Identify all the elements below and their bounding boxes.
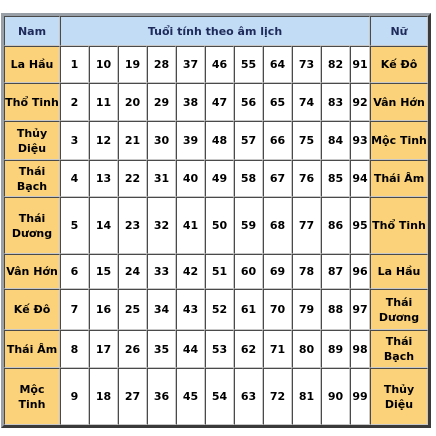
- age-cell: 38: [176, 83, 205, 121]
- header-row: [4, 16, 428, 46]
- age-cell: 43: [176, 289, 205, 330]
- age-cell: 48: [205, 121, 234, 160]
- female-star-cell: Mộc Tinh: [370, 121, 428, 160]
- age-cell: 68: [263, 197, 292, 254]
- age-cell: 20: [118, 83, 147, 121]
- age-cell: 50: [205, 197, 234, 254]
- male-star-cell: Thái Bạch: [4, 160, 60, 197]
- age-cell: 96: [350, 254, 370, 289]
- age-cell: 70: [263, 289, 292, 330]
- female-star-cell: La Hầu: [370, 254, 428, 289]
- age-cell: 23: [118, 197, 147, 254]
- age-cell: 17: [89, 330, 118, 368]
- age-cell: 51: [205, 254, 234, 289]
- age-cell: 99: [350, 368, 370, 425]
- age-cell: 92: [350, 83, 370, 121]
- table-row: [4, 254, 428, 289]
- age-cell: 74: [292, 83, 321, 121]
- male-star-cell: Thổ Tinh: [4, 83, 60, 121]
- age-cell: 34: [147, 289, 176, 330]
- table-row: [4, 197, 428, 254]
- age-cell: 90: [321, 368, 350, 425]
- age-cell: 91: [350, 46, 370, 83]
- age-cell: 95: [350, 197, 370, 254]
- age-cell: 27: [118, 368, 147, 425]
- age-cell: 73: [292, 46, 321, 83]
- table-row: [4, 83, 428, 121]
- header-nam: Nam: [4, 16, 60, 46]
- age-cell: 56: [234, 83, 263, 121]
- age-cell: 1: [60, 46, 89, 83]
- age-cell: 78: [292, 254, 321, 289]
- age-cell: 45: [176, 368, 205, 425]
- age-cell: 98: [350, 330, 370, 368]
- age-cell: 66: [263, 121, 292, 160]
- age-cell: 58: [234, 160, 263, 197]
- age-cell: 72: [263, 368, 292, 425]
- table-row: [4, 46, 428, 83]
- age-cell: 97: [350, 289, 370, 330]
- age-cell: 85: [321, 160, 350, 197]
- table-row: [4, 368, 428, 425]
- age-cell: 32: [147, 197, 176, 254]
- age-cell: 11: [89, 83, 118, 121]
- female-star-cell: Thái Bạch: [370, 330, 428, 368]
- age-cell: 8: [60, 330, 89, 368]
- age-cell: 39: [176, 121, 205, 160]
- age-cell: 37: [176, 46, 205, 83]
- age-cell: 9: [60, 368, 89, 425]
- age-cell: 19: [118, 46, 147, 83]
- age-cell: 36: [147, 368, 176, 425]
- age-cell: 44: [176, 330, 205, 368]
- age-cell: 76: [292, 160, 321, 197]
- age-cell: 40: [176, 160, 205, 197]
- age-cell: 71: [263, 330, 292, 368]
- table-container: [1, 13, 431, 428]
- age-cell: 29: [147, 83, 176, 121]
- age-cell: 94: [350, 160, 370, 197]
- age-cell: 46: [205, 46, 234, 83]
- header-nu: Nữ: [370, 16, 428, 46]
- age-cell: 83: [321, 83, 350, 121]
- age-cell: 87: [321, 254, 350, 289]
- age-cell: 5: [60, 197, 89, 254]
- male-star-cell: Thái Âm: [4, 330, 60, 368]
- age-cell: 89: [321, 330, 350, 368]
- age-cell: 14: [89, 197, 118, 254]
- age-cell: 64: [263, 46, 292, 83]
- age-cell: 7: [60, 289, 89, 330]
- age-cell: 33: [147, 254, 176, 289]
- age-cell: 3: [60, 121, 89, 160]
- age-cell: 77: [292, 197, 321, 254]
- age-cell: 55: [234, 46, 263, 83]
- age-cell: 28: [147, 46, 176, 83]
- age-cell: 84: [321, 121, 350, 160]
- age-cell: 47: [205, 83, 234, 121]
- male-star-cell: La Hầu: [4, 46, 60, 83]
- age-cell: 16: [89, 289, 118, 330]
- female-star-cell: Thủy Diệu: [370, 368, 428, 425]
- age-cell: 6: [60, 254, 89, 289]
- age-cell: 13: [89, 160, 118, 197]
- age-cell: 24: [118, 254, 147, 289]
- age-cell: 61: [234, 289, 263, 330]
- female-star-cell: Thái Âm: [370, 160, 428, 197]
- age-cell: 59: [234, 197, 263, 254]
- header-age-title: Tuổi tính theo âm lịch: [60, 16, 370, 46]
- age-cell: 60: [234, 254, 263, 289]
- age-cell: 63: [234, 368, 263, 425]
- age-cell: 21: [118, 121, 147, 160]
- age-cell: 53: [205, 330, 234, 368]
- age-cell: 81: [292, 368, 321, 425]
- table-row: [4, 330, 428, 368]
- star-age-table: [1, 13, 431, 428]
- male-star-cell: Vân Hớn: [4, 254, 60, 289]
- age-cell: 54: [205, 368, 234, 425]
- female-star-cell: Thổ Tinh: [370, 197, 428, 254]
- age-cell: 10: [89, 46, 118, 83]
- age-cell: 30: [147, 121, 176, 160]
- age-cell: 49: [205, 160, 234, 197]
- age-cell: 26: [118, 330, 147, 368]
- age-cell: 52: [205, 289, 234, 330]
- age-cell: 18: [89, 368, 118, 425]
- male-star-cell: Thái Dương: [4, 197, 60, 254]
- age-cell: 69: [263, 254, 292, 289]
- table-body: [4, 46, 428, 425]
- age-cell: 88: [321, 289, 350, 330]
- age-cell: 12: [89, 121, 118, 160]
- male-star-cell: Mộc Tinh: [4, 368, 60, 425]
- age-cell: 41: [176, 197, 205, 254]
- age-cell: 86: [321, 197, 350, 254]
- age-cell: 35: [147, 330, 176, 368]
- age-cell: 79: [292, 289, 321, 330]
- age-cell: 31: [147, 160, 176, 197]
- table-row: [4, 121, 428, 160]
- table-row: [4, 160, 428, 197]
- female-star-cell: Thái Dương: [370, 289, 428, 330]
- age-cell: 82: [321, 46, 350, 83]
- age-cell: 57: [234, 121, 263, 160]
- age-cell: 67: [263, 160, 292, 197]
- male-star-cell: Thủy Diệu: [4, 121, 60, 160]
- female-star-cell: Vân Hớn: [370, 83, 428, 121]
- age-cell: 93: [350, 121, 370, 160]
- age-cell: 62: [234, 330, 263, 368]
- age-cell: 75: [292, 121, 321, 160]
- age-cell: 4: [60, 160, 89, 197]
- age-cell: 42: [176, 254, 205, 289]
- age-cell: 15: [89, 254, 118, 289]
- female-star-cell: Kế Đô: [370, 46, 428, 83]
- age-cell: 22: [118, 160, 147, 197]
- male-star-cell: Kế Đô: [4, 289, 60, 330]
- age-cell: 80: [292, 330, 321, 368]
- age-cell: 25: [118, 289, 147, 330]
- age-cell: 65: [263, 83, 292, 121]
- age-cell: 2: [60, 83, 89, 121]
- table-row: [4, 289, 428, 330]
